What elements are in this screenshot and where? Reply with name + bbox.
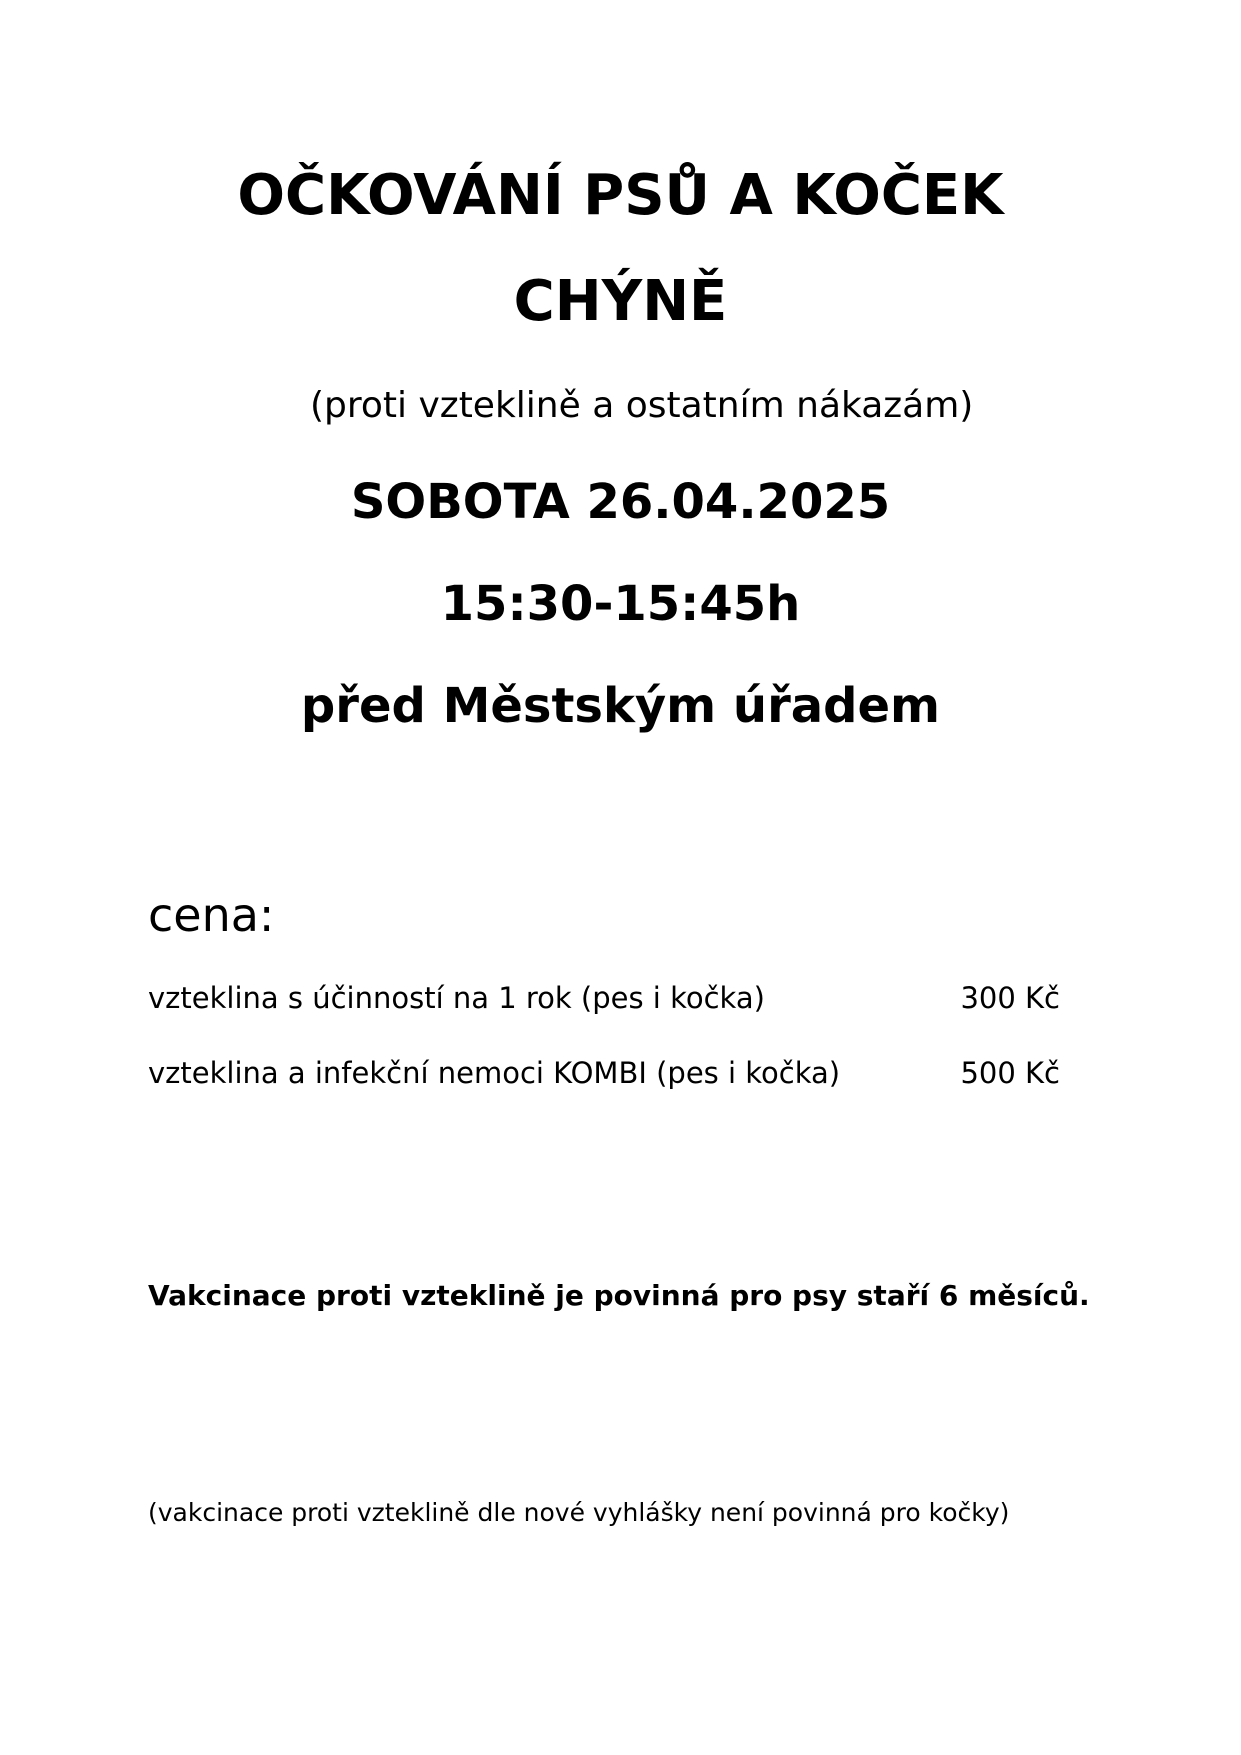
price-description: vzteklina a infekční nemoci KOMBI (pes i kočka) [148, 1056, 841, 1090]
event-date: SOBOTA 26.04.2025 [350, 474, 891, 530]
price-amount: 300 Kč [960, 981, 1060, 1015]
price-description: vzteklina s účinností na 1 rok (pes i kočka) [148, 981, 765, 1015]
price-amount: 500 Kč [960, 1056, 1060, 1090]
subtitle: (proti vzteklině a ostatním nákazám) [310, 385, 974, 426]
mandatory-note: Vakcinace proti vzteklině je povinná pro psy staří 6 měsíců. [148, 1279, 1090, 1312]
event-place: před Městským úřadem [300, 678, 941, 734]
title-line-1: OČKOVÁNÍ PSŮ A KOČEK [237, 163, 1004, 228]
price-heading: cena: [148, 888, 275, 942]
cats-note: (vakcinace proti vzteklině dle nové vyhlášky není povinná pro kočky) [148, 1498, 1010, 1527]
title-line-2: CHÝNĚ [513, 269, 728, 334]
event-time: 15:30-15:45h [440, 576, 801, 632]
